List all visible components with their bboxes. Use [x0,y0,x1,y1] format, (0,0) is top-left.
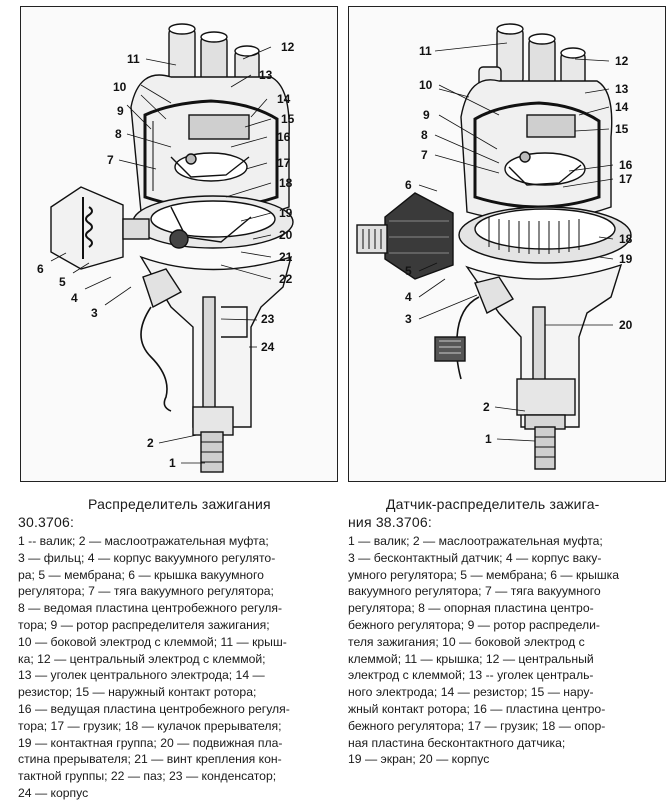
legend-line: 16 — ведущая пластина центробежного регуля- [18,701,290,716]
legend-line: бежного регулятора; 9 — ротор распредели- [348,617,600,632]
legend-line: регулятора; 7 — тяга вакуумного регулятора; [18,584,274,599]
label-1: 1 [485,432,492,446]
label-23: 23 [261,312,275,326]
legend-line: ра; 5 — мембрана; 6 — крышка вакуумного [18,567,264,582]
left-caption-title: Распределитель зажигания [88,496,271,512]
legend-line: 1 — валик; 2 — маслоотражательная муфта; [348,534,603,548]
legend-line: резистор; 15 — наружный контакт ротора; [18,685,257,700]
legend-line: 24 — корпус [18,785,89,800]
label-15: 15 [281,112,295,126]
label-8: 8 [421,128,428,142]
right-diagram-panel [348,6,666,482]
legend-line: 19 — контактная группа; 20 — подвижная пла- [18,735,283,750]
label-6: 6 [37,262,44,276]
label-11: 11 [419,44,432,58]
label-21: 21 [279,250,293,264]
label-7: 7 [107,153,114,167]
label-1: 1 [169,456,176,470]
legend-line: теля зажигания; 10 — боковой электрод с [348,634,585,649]
right-legend [348,533,619,768]
right-caption-title: Датчик-распределитель зажига- [386,496,600,512]
label-18: 18 [619,232,633,246]
legend-line: ного электрода; 14 — резистор; 15 — нару- [348,685,594,700]
label-8: 8 [115,127,122,141]
legend-line: 1 -- валик; 2 — маслоотражательная муфта; [18,534,269,548]
label-4: 4 [71,291,78,305]
left-legend [18,533,290,802]
label-11: 11 [127,52,140,66]
legend-line: вакуумного регулятора; 7 — тяга вакуумного [348,584,601,599]
label-6: 6 [405,178,412,192]
label-14: 14 [277,92,291,106]
legend-line: ная пластина бесконтактного датчика; [348,735,566,750]
sensor-distributor-38-3706-drawing [349,7,666,482]
label-17: 17 [619,172,633,186]
legend-line: жный контакт ротора; 16 — пластина центро- [348,701,606,716]
label-10: 10 [113,80,127,94]
label-5: 5 [59,275,66,289]
legend-line: ка; 12 — центральный электрод с клеммой; [18,651,266,666]
distributor-30-3706-drawing [21,7,338,482]
label-12: 12 [615,54,629,68]
legend-line: 10 — боковой электрод с клеммой; 11 — крыш- [18,634,287,649]
label-9: 9 [117,104,124,118]
legend-line: умного регулятора; 5 — мембрана; 6 — крышка [348,567,619,582]
label-14: 14 [615,100,629,114]
label-18: 18 [279,176,293,190]
legend-line: 19 — экран; 20 — корпус [348,752,490,767]
label-20: 20 [619,318,633,332]
legend-line: стина прерывателя; 21 — винт крепления кон- [18,752,282,767]
label-3: 3 [91,306,98,320]
label-16: 16 [619,158,633,172]
legend-line: тора; 9 — ротор распределителя зажигания; [18,617,270,632]
label-7: 7 [421,148,428,162]
left-model-number: 30.3706: [18,514,75,530]
legend-line: электрод с клеммой; 13 -- уголек централь- [348,668,594,683]
left-diagram-panel [20,6,338,482]
label-13: 13 [615,82,629,96]
legend-line: клеммой; 11 — крышка; 12 — центральный [348,651,594,666]
label-24: 24 [261,340,275,354]
label-3: 3 [405,312,412,326]
label-13: 13 [259,68,273,82]
label-19: 19 [619,252,633,266]
label-4: 4 [405,290,412,304]
legend-line: 3 — бесконтактный датчик; 4 — корпус ваку- [348,550,602,565]
legend-line: регулятора; 8 — опорная пластина центро- [348,601,594,616]
label-2: 2 [483,400,490,414]
label-17: 17 [277,156,291,170]
label-22: 22 [279,272,293,286]
label-2: 2 [147,436,154,450]
right-model-number: ния 38.3706: [348,514,432,530]
label-20: 20 [279,228,293,242]
label-16: 16 [277,130,291,144]
label-19: 19 [279,206,293,220]
legend-line: 8 — ведомая пластина центробежного регуля- [18,601,283,616]
label-12: 12 [281,40,295,54]
legend-line: 3 — фильц; 4 — корпус вакуумного регулято- [18,550,276,565]
label-9: 9 [423,108,430,122]
label-5: 5 [405,264,412,278]
legend-line: бежного регулятора; 17 — грузик; 18 — опор- [348,718,606,733]
label-10: 10 [419,78,433,92]
label-15: 15 [615,122,629,136]
legend-line: тора; 17 — грузик; 18 — кулачок прерывателя; [18,718,282,733]
legend-line: тактной группы; 22 — паз; 23 — конденсатор; [18,769,277,784]
legend-line: 13 — уголек центрального электрода; 14 — [18,668,265,683]
